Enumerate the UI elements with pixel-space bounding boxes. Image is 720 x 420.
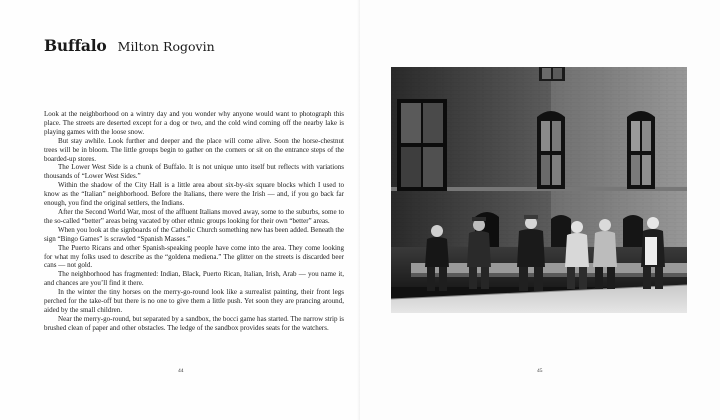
paragraph: Within the shadow of the City Hall is a little area about six-by-six square blocks which I used to know as the “Italian” neighborhood. Before the Italians, there were the Irish — and, if you go back far enough, you find the original settlers, the Indians. bbox=[44, 181, 344, 208]
page-number-left: 44 bbox=[178, 368, 184, 374]
page-number-right: 45 bbox=[537, 368, 543, 374]
middle-window bbox=[537, 111, 565, 189]
paragraph: In the winter the tiny horses on the merry-go-round look like a surrealist painting, their front legs perched for the take-off but there is no one to give them a little push. Yet soon they are prancing around, aided by the small children. bbox=[44, 288, 344, 314]
paragraph: The Puerto Ricans and other Spanish-speaking people have come into the area. They come looking for what my folks used to describe as the “goldena mediena.” The glitter on the streets is discarded beer cans — not gold. bbox=[44, 243, 344, 270]
right-window bbox=[627, 111, 655, 189]
paragraph: Look at the neighborhood on a wintry day and you wonder why anyone would want to photograph this place. The streets are deserted except for a dog or two, and the cold wind coming off the nearby lake is playing games with the loose snow. bbox=[44, 110, 344, 136]
article-author: Milton Rogovin bbox=[117, 39, 215, 54]
paragraph: The neighborhood has fragmented: Indian, Black, Puerto Rican, Italian, Irish, Arab — you name it, and chances are you’ll find it there. bbox=[44, 270, 344, 288]
street-photograph bbox=[391, 67, 687, 313]
photo-illustration bbox=[391, 67, 687, 313]
paragraph: Near the merry-go-round, but separated by a sandbox, the bocci game has started. The narrow strip is brushed clean of paper and other obstacles. The ledge of the sandbox provides seats for the watchers. bbox=[44, 314, 344, 332]
paragraph: After the Second World War, most of the affluent Italians moved away, some to the suburbs, some to the so-called “better” areas being vacated by other ethnic groups looking for their own “better” areas. bbox=[44, 207, 344, 225]
left-window bbox=[397, 99, 447, 191]
paragraph: The Lower West Side is a chunk of Buffalo. It is not unique unto itself but reflects with variations thousands of “Lower West Sides.” bbox=[44, 163, 344, 181]
article-body bbox=[44, 110, 344, 333]
article-title: Buffalo bbox=[44, 36, 107, 55]
paragraph: When you look at the signboards of the Catholic Church something new has been added. Beneath the sign “Bingo Games” is scrawled “Spanish Masses.” bbox=[44, 225, 344, 243]
paragraph: But stay awhile. Look further and deeper and the place will come alive. Soon the horse-chestnut trees will be in bloom. The little groups begin to gather on the corners or sit on the entrance steps of the boarded-up stores. bbox=[44, 136, 344, 163]
article-heading bbox=[44, 36, 215, 55]
